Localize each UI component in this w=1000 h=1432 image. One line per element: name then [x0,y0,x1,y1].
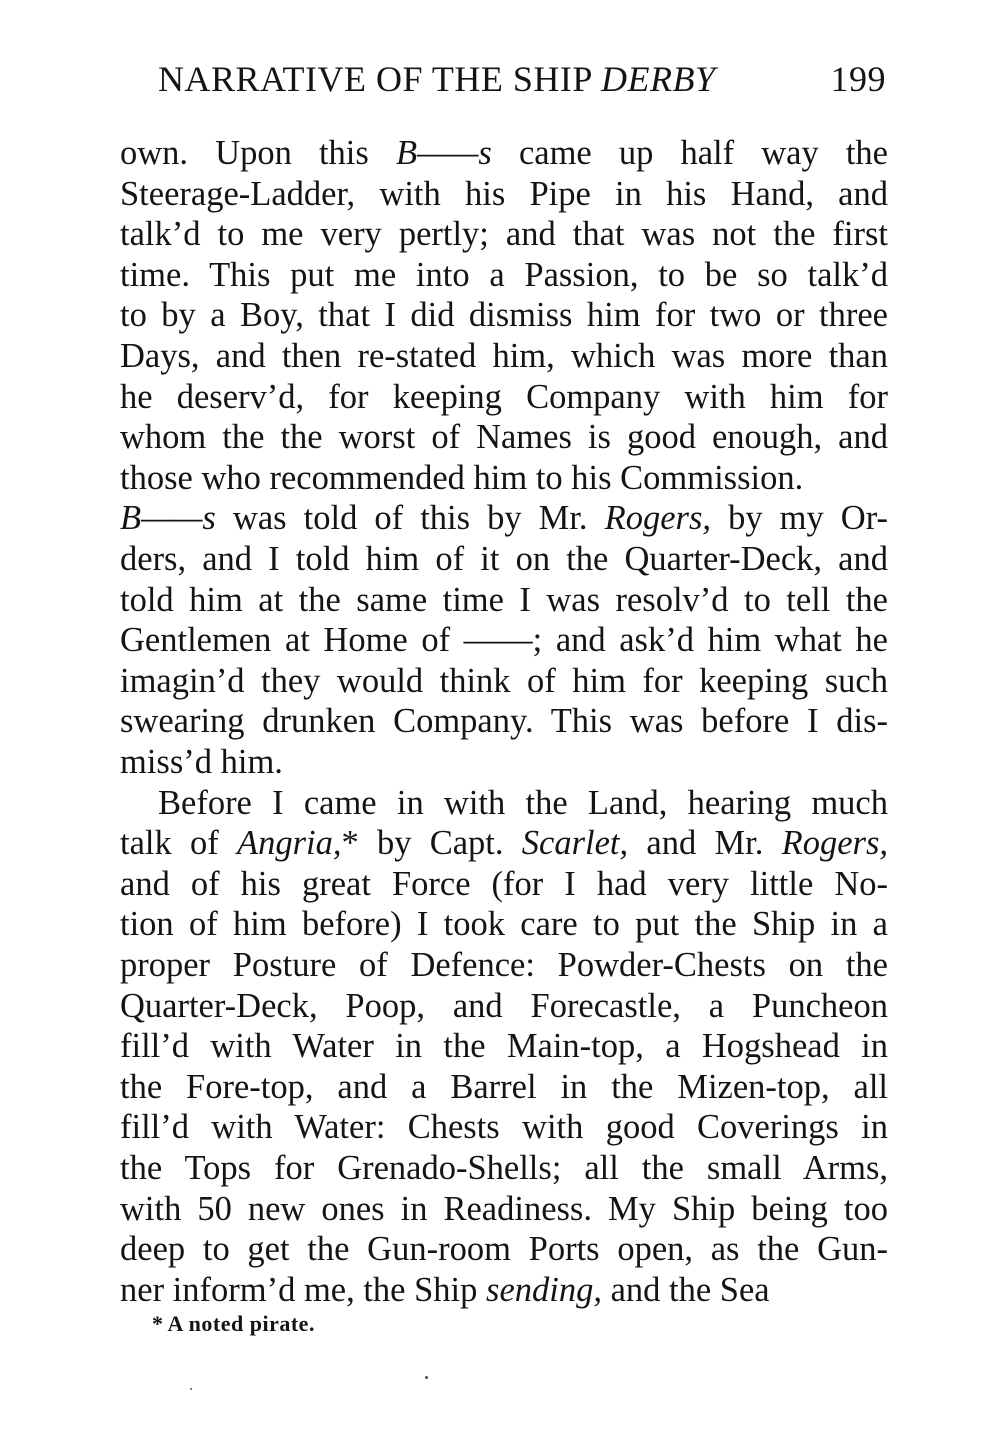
text-run: proper Posture of Defence: Powder-Chests on the [120,946,888,984]
italic-run: Rogers, [781,824,888,863]
text-line [120,1228,888,1270]
text-run: to by a Boy, that I did dismiss him for two or three [120,296,888,335]
text-run: Steerage-Ladder, with his Pipe in his Hand, and [120,174,888,213]
text-run: fill’d with Water in the Main-top, a Hogshead in [120,1027,888,1066]
text-line [120,132,888,174]
text-line [120,254,888,296]
text-run: was told of this by Mr. [215,499,605,538]
text-line [120,944,888,986]
page-number: 199 [830,59,886,99]
text-line [120,497,888,539]
text-line [120,1106,888,1148]
text-run: the Fore-top, and a Barrel in the Mizen-top, all [120,1067,888,1106]
print-speck [190,1388,192,1390]
italic-run: Angria, [237,824,342,863]
text-run: with 50 new ones in Readiness. My Ship being too [120,1189,888,1228]
text-run: the Tops for Grenado-Shells; all the small Arms, [120,1149,888,1187]
italic-run: Rogers, [604,499,712,538]
running-header [158,58,886,112]
text-line [120,457,888,499]
text-run: talk of [120,824,237,863]
text-line [158,782,888,824]
text-run: by my Or- [711,499,889,538]
text-line [120,1188,888,1230]
text-line [120,822,888,864]
italic-run: sending, [486,1270,602,1309]
text-run: ner inform’d me, the Ship [120,1270,487,1309]
text-line [120,985,888,1027]
text-run: fill’d with Water: Chests with good Coverings in [120,1108,888,1147]
footnote-mark: * [152,1311,164,1336]
footnote [152,1311,315,1341]
text-line [120,376,888,418]
text-line [120,903,888,945]
text-run: Quarter-Deck, Poop, and Forecastle, a Puncheon [120,986,888,1025]
text-run: and Mr. [628,824,782,863]
text-line [120,538,888,580]
text-run: * by Capt. [341,824,522,863]
text-line [120,741,888,783]
text-run: Before I came in with the Land, hearing much [158,783,888,822]
text-run: imagin’d they would think of him for keeping such [120,661,888,700]
text-line [120,1066,888,1108]
italic-run: Scarlet, [521,824,629,863]
text-line [120,173,888,215]
text-run: Days, and then re-stated him, which was more than [120,337,888,375]
text-run: Gentlemen at Home of ——; and ask’d him what he [120,621,888,660]
italic-run: B——s [120,499,216,538]
text-line [120,1269,888,1311]
text-run: time. This put me into a Passion, to be so talk’d [120,255,888,294]
text-line [120,1025,888,1067]
text-run: came up half way the [491,134,888,172]
text-run: miss’d him. [120,743,283,781]
text-run: talk’d to me very pertly; and that was not the first [120,215,888,254]
text-run: whom the the worst of Names is good enough, and [120,418,888,457]
text-line [120,660,888,702]
text-run: tion of him before) I took care to put the Ship in a [120,905,888,944]
header-title: NARRATIVE OF THE SHIP [158,59,602,99]
footnote-text: A noted pirate. [167,1311,315,1336]
text-line [120,416,888,458]
print-speck [425,1376,428,1379]
text-line [120,213,888,255]
text-run: ders, and I told him of it on the Quarter-Deck, and [120,540,888,578]
text-run: swearing drunken Company. This was before I dis- [120,702,888,741]
text-line [120,1147,888,1189]
italic-run: B——s [395,134,492,172]
text-run: those who recommended him to his Commission. [120,458,804,497]
text-run: told him at the same time I was resolv’d to tell the [120,580,888,619]
text-run: and the Sea [601,1270,770,1309]
text-line [120,294,888,336]
text-line [120,700,888,742]
text-line [120,619,888,661]
header-ship-name: DERBY [601,59,716,99]
text-run: own. Upon this [120,134,396,172]
text-run: deep to get the Gun-room Ports open, as the Gun- [120,1230,888,1269]
text-line [120,335,888,377]
text-line [120,863,888,905]
text-run: and of his great Force (for I had very little No- [120,864,888,903]
text-line [120,579,888,621]
text-run: he deserv’d, for keeping Company with him for [120,377,888,416]
